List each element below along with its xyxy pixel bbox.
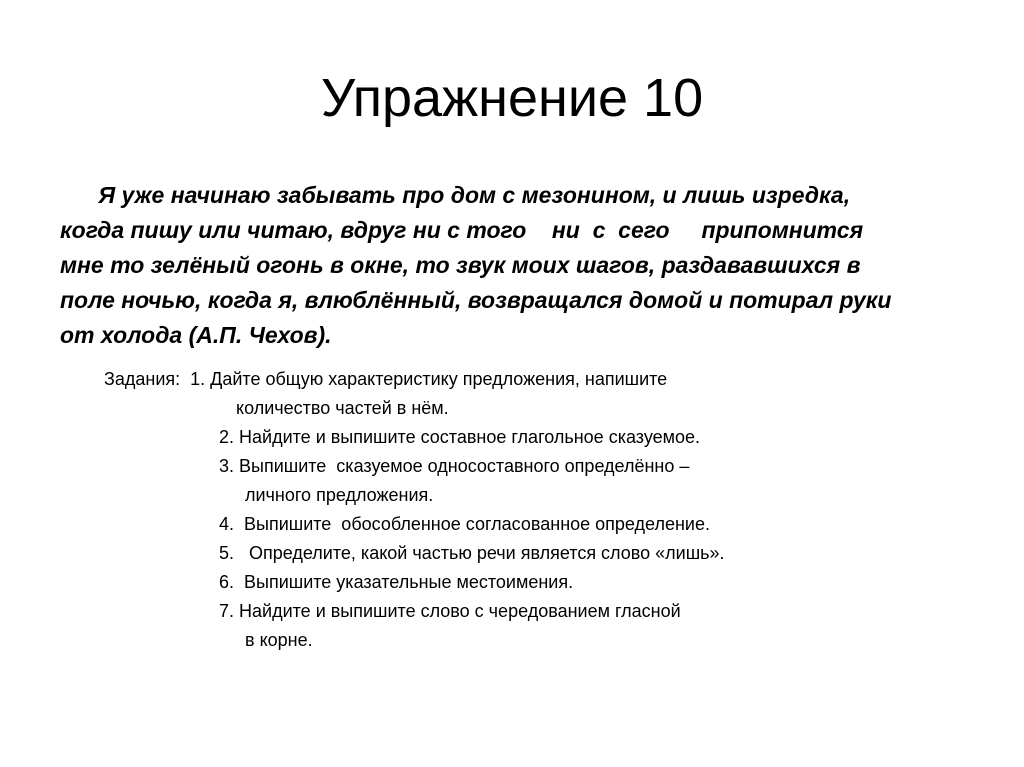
task-item-1-continuation: количество частей в нём. [236, 398, 449, 418]
task-item-6: 6. Выпишите указательные местоимения. [219, 572, 574, 592]
task-item-5: 5. Определите, какой частью речи является слово «лишь». [219, 543, 725, 563]
passage-line: Я уже начинаю забывать про дом с мезонином, и лишь изредка, [60, 182, 851, 208]
task-item-3-continuation: личного предложения. [245, 485, 434, 505]
tasks-list [104, 365, 904, 655]
task-item-7: 7. Найдите и выпишите слово с чередованием гласной [219, 601, 681, 621]
passage-line: мне то зелёный огонь в окне, то звук моих шагов, раздававшихся в [60, 252, 861, 278]
task-item-7-continuation: в корне. [245, 630, 313, 650]
passage-line: от холода (А.П. Чехов). [60, 322, 332, 348]
task-item-2: 2. Найдите и выпишите составное глагольное сказуемое. [219, 427, 701, 447]
slide-title: Упражнение 10 [320, 68, 704, 128]
passage-line: когда пишу или читаю, вдруг ни с того ни с сего припомнится [60, 217, 864, 243]
task-item-1: Задания: 1. Дайте общую характеристику предложения, напишите [104, 369, 668, 389]
passage-line: поле ночью, когда я, влюблённый, возвращался домой и потирал руки [60, 287, 892, 313]
task-item-3: 3. Выпишите сказуемое односоставного определённо – [219, 456, 690, 476]
text-passage [60, 178, 970, 353]
task-item-4: 4. Выпишите обособленное согласованное определение. [219, 514, 710, 534]
